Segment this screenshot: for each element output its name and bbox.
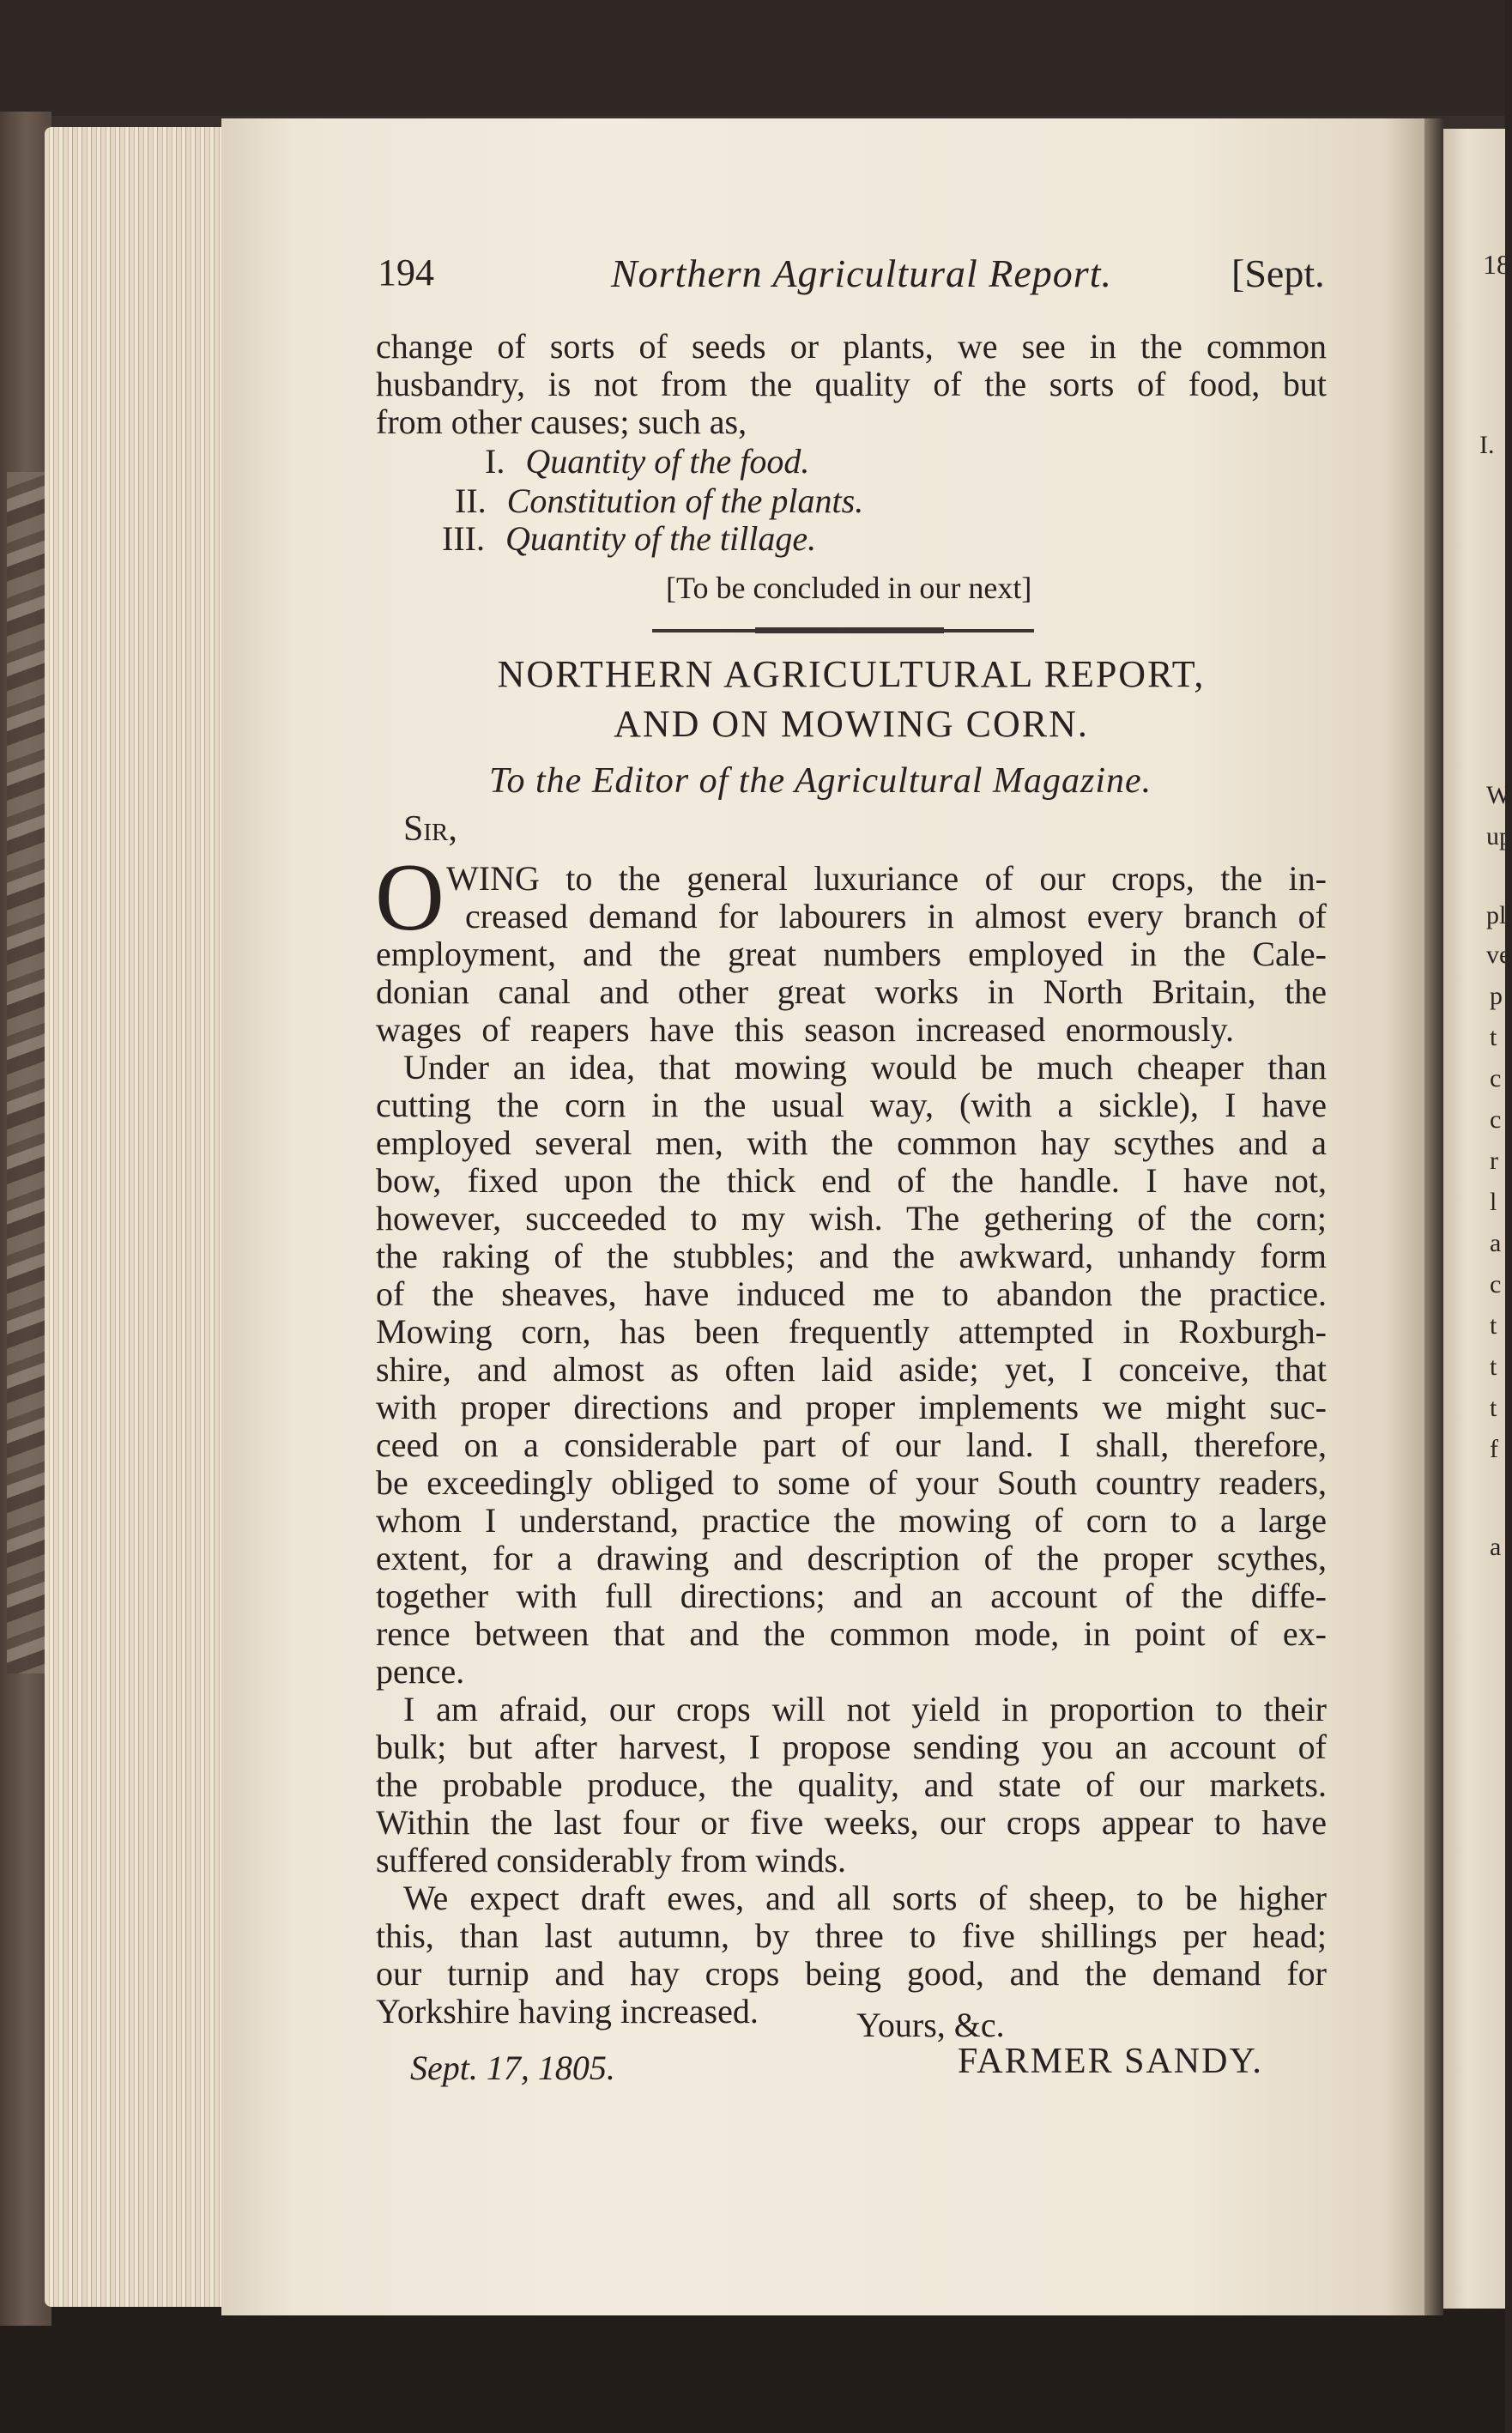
continued-note: [To be concluded in our next] <box>666 571 1032 605</box>
salutation: Sir, <box>403 809 457 849</box>
text-line: pence. <box>376 1652 465 1691</box>
article-heading-line2: AND ON MOWING CORN. <box>614 703 1089 745</box>
text-line: however, succeeded to my wish. The gethering of the corn; <box>376 1199 1327 1238</box>
cause-item <box>455 481 863 522</box>
text-line: whom I understand, practice the mowing of corn to a large <box>376 1501 1327 1540</box>
marbled-endpaper <box>7 472 50 1673</box>
text-line: donian canal and other great works in North Britain, the <box>376 972 1327 1011</box>
address-line: To the Editor of the Agricultural Magazine. <box>489 761 1152 801</box>
text-line: ceed on a considerable part of our land. I shall, therefore, <box>376 1425 1327 1464</box>
facing-fragment: t <box>1490 1311 1497 1340</box>
text-line: suffered considerably from winds. <box>376 1841 847 1879</box>
facing-fragment: l <box>1490 1188 1497 1216</box>
text-line: WING to the general luxuriance of our crops, the in- <box>446 859 1327 898</box>
text-line: Yorkshire having increased. <box>376 1992 759 2031</box>
text-line: Mowing corn, has been frequently attempted in Roxburgh- <box>376 1312 1327 1351</box>
text-line: be exceedingly obliged to some of your South country readers, <box>376 1463 1327 1502</box>
text-line: bow, fixed upon the thick end of the handle. I have not, <box>376 1161 1327 1200</box>
cause-numeral: II. <box>455 481 487 520</box>
running-head <box>378 251 1330 302</box>
text-line: creased demand for labourers in almost every branch of <box>465 897 1327 935</box>
text-line: bulk; but after harvest, I propose sending you an account of <box>376 1728 1327 1766</box>
facing-page <box>1443 129 1512 2309</box>
signature: FARMER SANDY. <box>958 2042 1263 2081</box>
facing-fragment: 18 <box>1483 249 1510 280</box>
text-line: husbandry, is not from the quality of the sorts of food, but <box>376 365 1327 403</box>
cause-item <box>442 518 816 560</box>
book-cover-left <box>0 112 51 2326</box>
facing-fragment: p <box>1490 982 1503 1010</box>
text-line: of the sheaves, have induced me to abandon the practice. <box>376 1274 1327 1313</box>
text-line: I am afraid, our crops will not yield in proportion to their <box>403 1690 1327 1728</box>
cause-text: Quantity of the tillage. <box>505 519 817 558</box>
facing-fragment: c <box>1490 1064 1502 1092</box>
facing-fragment: t <box>1490 1353 1497 1381</box>
cause-text: Quantity of the food. <box>525 442 810 481</box>
text-line: the probable produce, the quality, and state of our markets. <box>376 1765 1327 1804</box>
text-line: our turnip and hay crops being good, and the demand for <box>376 1954 1327 1993</box>
facing-fragment: t <box>1490 1394 1497 1422</box>
text-line: rence between that and the common mode, in point of ex- <box>376 1614 1327 1653</box>
cause-numeral: I. <box>485 442 505 481</box>
facing-fragment: t <box>1490 1023 1497 1051</box>
top-shadow <box>0 0 1505 116</box>
text-line: Under an idea, that mowing would be much cheaper than <box>403 1048 1327 1086</box>
text-line: employed several men, with the common hay scythes and a <box>376 1123 1327 1162</box>
text-line: change of sorts of seeds or plants, we see in the common <box>376 327 1327 366</box>
facing-fragment: r <box>1490 1147 1498 1175</box>
running-title: Northern Agricultural Report. <box>611 251 1112 295</box>
facing-fragment: up <box>1486 822 1512 850</box>
facing-fragment: a <box>1490 1229 1502 1257</box>
letter-date: Sept. 17, 1805. <box>410 2049 615 2087</box>
facing-fragment: a <box>1490 1533 1502 1561</box>
cause-numeral: III. <box>442 519 485 558</box>
article-heading-line1: NORTHERN AGRICULTURAL REPORT, <box>497 653 1206 695</box>
cause-text: Constitution of the plants. <box>506 481 864 520</box>
facing-fragment: f <box>1490 1435 1498 1463</box>
text-line: extent, for a drawing and description of the proper scythes, <box>376 1539 1327 1577</box>
text-line: cutting the corn in the usual way, (with a sickle), I have <box>376 1086 1327 1124</box>
facing-fragment: pl <box>1486 901 1507 929</box>
text-line: shire, and almost as often laid aside; yet, I conceive, that <box>376 1350 1327 1389</box>
cause-item <box>485 441 809 482</box>
drop-cap: O <box>375 844 445 951</box>
text-line: with proper directions and proper implements we might suc- <box>376 1388 1327 1426</box>
text-line: wages of reapers have this season increased enormously. <box>376 1010 1234 1049</box>
closing: Yours, &c. <box>856 2006 1005 2044</box>
facing-fragment: I. <box>1479 431 1495 459</box>
running-month: [Sept. <box>1231 251 1325 295</box>
section-rule-center <box>755 627 944 633</box>
facing-fragment: W <box>1486 781 1511 809</box>
book-gutter <box>1424 118 1443 2315</box>
text-line: the raking of the stubbles; and the awkward, unhandy form <box>376 1237 1327 1275</box>
text-line: this, than last autumn, by three to five shillings per head; <box>376 1916 1327 1955</box>
text-line: employment, and the great numbers employed in the Cale- <box>376 935 1327 973</box>
bottom-shadow <box>0 2317 1505 2433</box>
facing-fragment: ve <box>1486 941 1511 969</box>
page-number: 194 <box>378 251 434 294</box>
facing-fragment: c <box>1490 1270 1502 1298</box>
text-line: We expect draft ewes, and all sorts of sheep, to be higher <box>403 1879 1327 1917</box>
facing-fragment: c <box>1490 1105 1502 1134</box>
text-line: together with full directions; and an account of the diffe- <box>376 1577 1327 1615</box>
text-line: Within the last four or five weeks, our crops appear to have <box>376 1803 1327 1842</box>
page-edges <box>45 127 225 2307</box>
text-line: from other causes; such as, <box>376 402 747 441</box>
